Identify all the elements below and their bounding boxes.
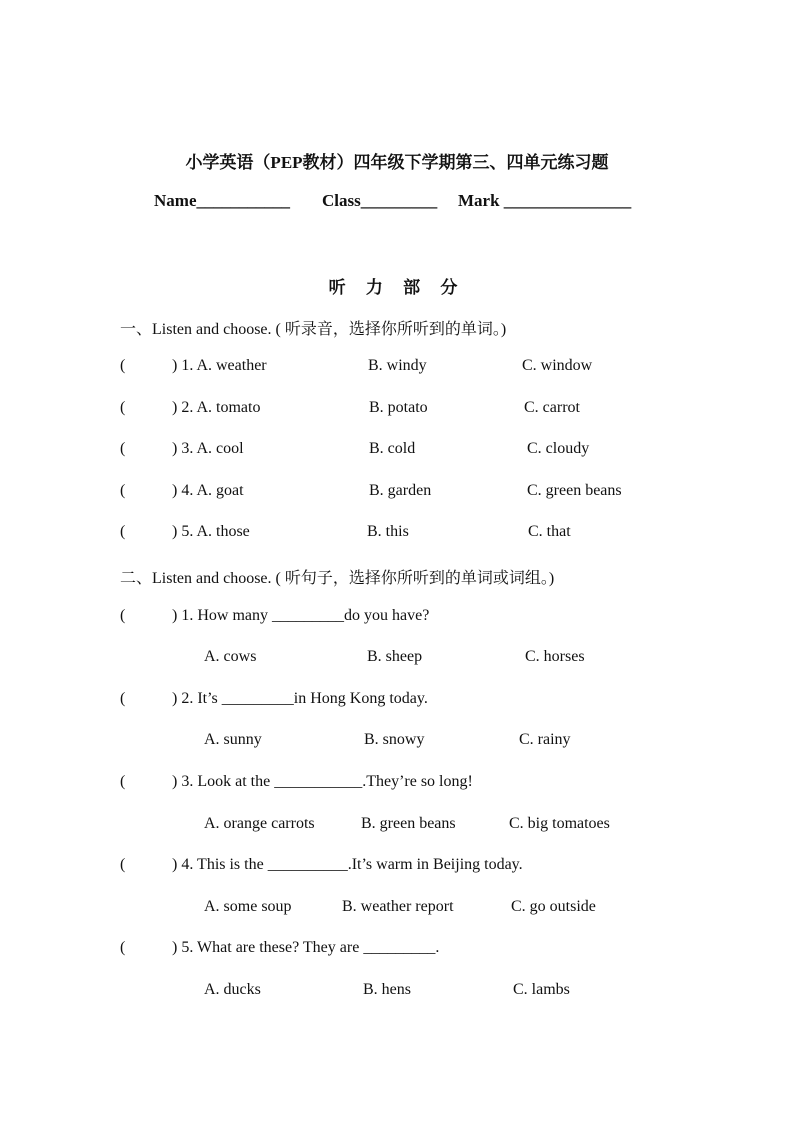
question-stem: ) 1. How many _________do you have? — [172, 607, 430, 624]
section-title: 听 力 部 分 — [328, 278, 466, 297]
answer-paren[interactable]: ( — [120, 690, 126, 707]
question-option-b: B. windy — [368, 357, 427, 374]
question-option-a: ) 3. A. cool — [172, 440, 244, 457]
question-option-a: A. ducks — [204, 981, 261, 998]
question-option-b: B. garden — [369, 482, 432, 499]
question-option-c: C. cloudy — [527, 440, 590, 457]
part1-heading: 一、Listen and choose. ( 听录音，选择你所听到的单词。) — [120, 321, 507, 338]
question-option-b: B. cold — [369, 440, 416, 457]
question-option-a: ) 1. A. weather — [172, 357, 267, 374]
question-option-b: B. hens — [363, 981, 411, 998]
answer-paren[interactable]: ( — [120, 482, 126, 499]
question-option-c: C. big tomatoes — [509, 815, 610, 832]
question-stem: ) 4. This is the __________.It’s warm in Beijing today. — [172, 856, 523, 873]
question-option-b: B. potato — [369, 399, 428, 416]
mark-field[interactable]: Mark _______________ — [458, 191, 632, 210]
answer-paren[interactable]: ( — [120, 856, 126, 873]
question-option-c: C. window — [522, 357, 593, 374]
question-option-a: ) 4. A. goat — [172, 482, 244, 499]
question-option-a: A. sunny — [204, 731, 262, 748]
question-stem: ) 3. Look at the ___________.They’re so long! — [172, 773, 473, 790]
question-option-c: C. go outside — [511, 898, 596, 915]
answer-paren[interactable]: ( — [120, 523, 126, 540]
question-option-c: C. lambs — [513, 981, 570, 998]
question-option-b: B. weather report — [342, 898, 454, 915]
class-field[interactable]: Class_________ — [322, 191, 438, 210]
question-option-b: B. this — [367, 523, 409, 540]
question-stem: ) 5. What are these? They are _________. — [172, 939, 440, 956]
part2-heading: 二、Listen and choose. ( 听句子，选择你所听到的单词或词组。) — [120, 570, 555, 587]
question-option-c: C. green beans — [527, 482, 622, 499]
question-option-b: B. green beans — [361, 815, 456, 832]
question-option-a: ) 5. A. those — [172, 523, 250, 540]
question-option-b: B. sheep — [367, 648, 423, 665]
answer-paren[interactable]: ( — [120, 939, 126, 956]
name-field[interactable]: Name___________ — [154, 191, 290, 210]
question-option-b: B. snowy — [364, 731, 425, 748]
question-option-a: A. orange carrots — [204, 815, 315, 832]
question-option-a: A. cows — [204, 648, 257, 665]
question-option-a: ) 2. A. tomato — [172, 399, 261, 416]
answer-paren[interactable]: ( — [120, 399, 126, 416]
question-option-a: A. some soup — [204, 898, 292, 915]
page-title: 小学英语（PEP教材）四年级下学期第三、四单元练习题 — [185, 153, 609, 172]
answer-paren[interactable]: ( — [120, 607, 126, 624]
question-option-c: C. that — [528, 523, 571, 540]
question-option-c: C. rainy — [519, 731, 571, 748]
answer-paren[interactable]: ( — [120, 773, 126, 790]
question-stem: ) 2. It’s _________in Hong Kong today. — [172, 690, 428, 707]
question-option-c: C. horses — [525, 648, 585, 665]
question-option-c: C. carrot — [524, 399, 580, 416]
answer-paren[interactable]: ( — [120, 357, 126, 374]
answer-paren[interactable]: ( — [120, 440, 126, 457]
